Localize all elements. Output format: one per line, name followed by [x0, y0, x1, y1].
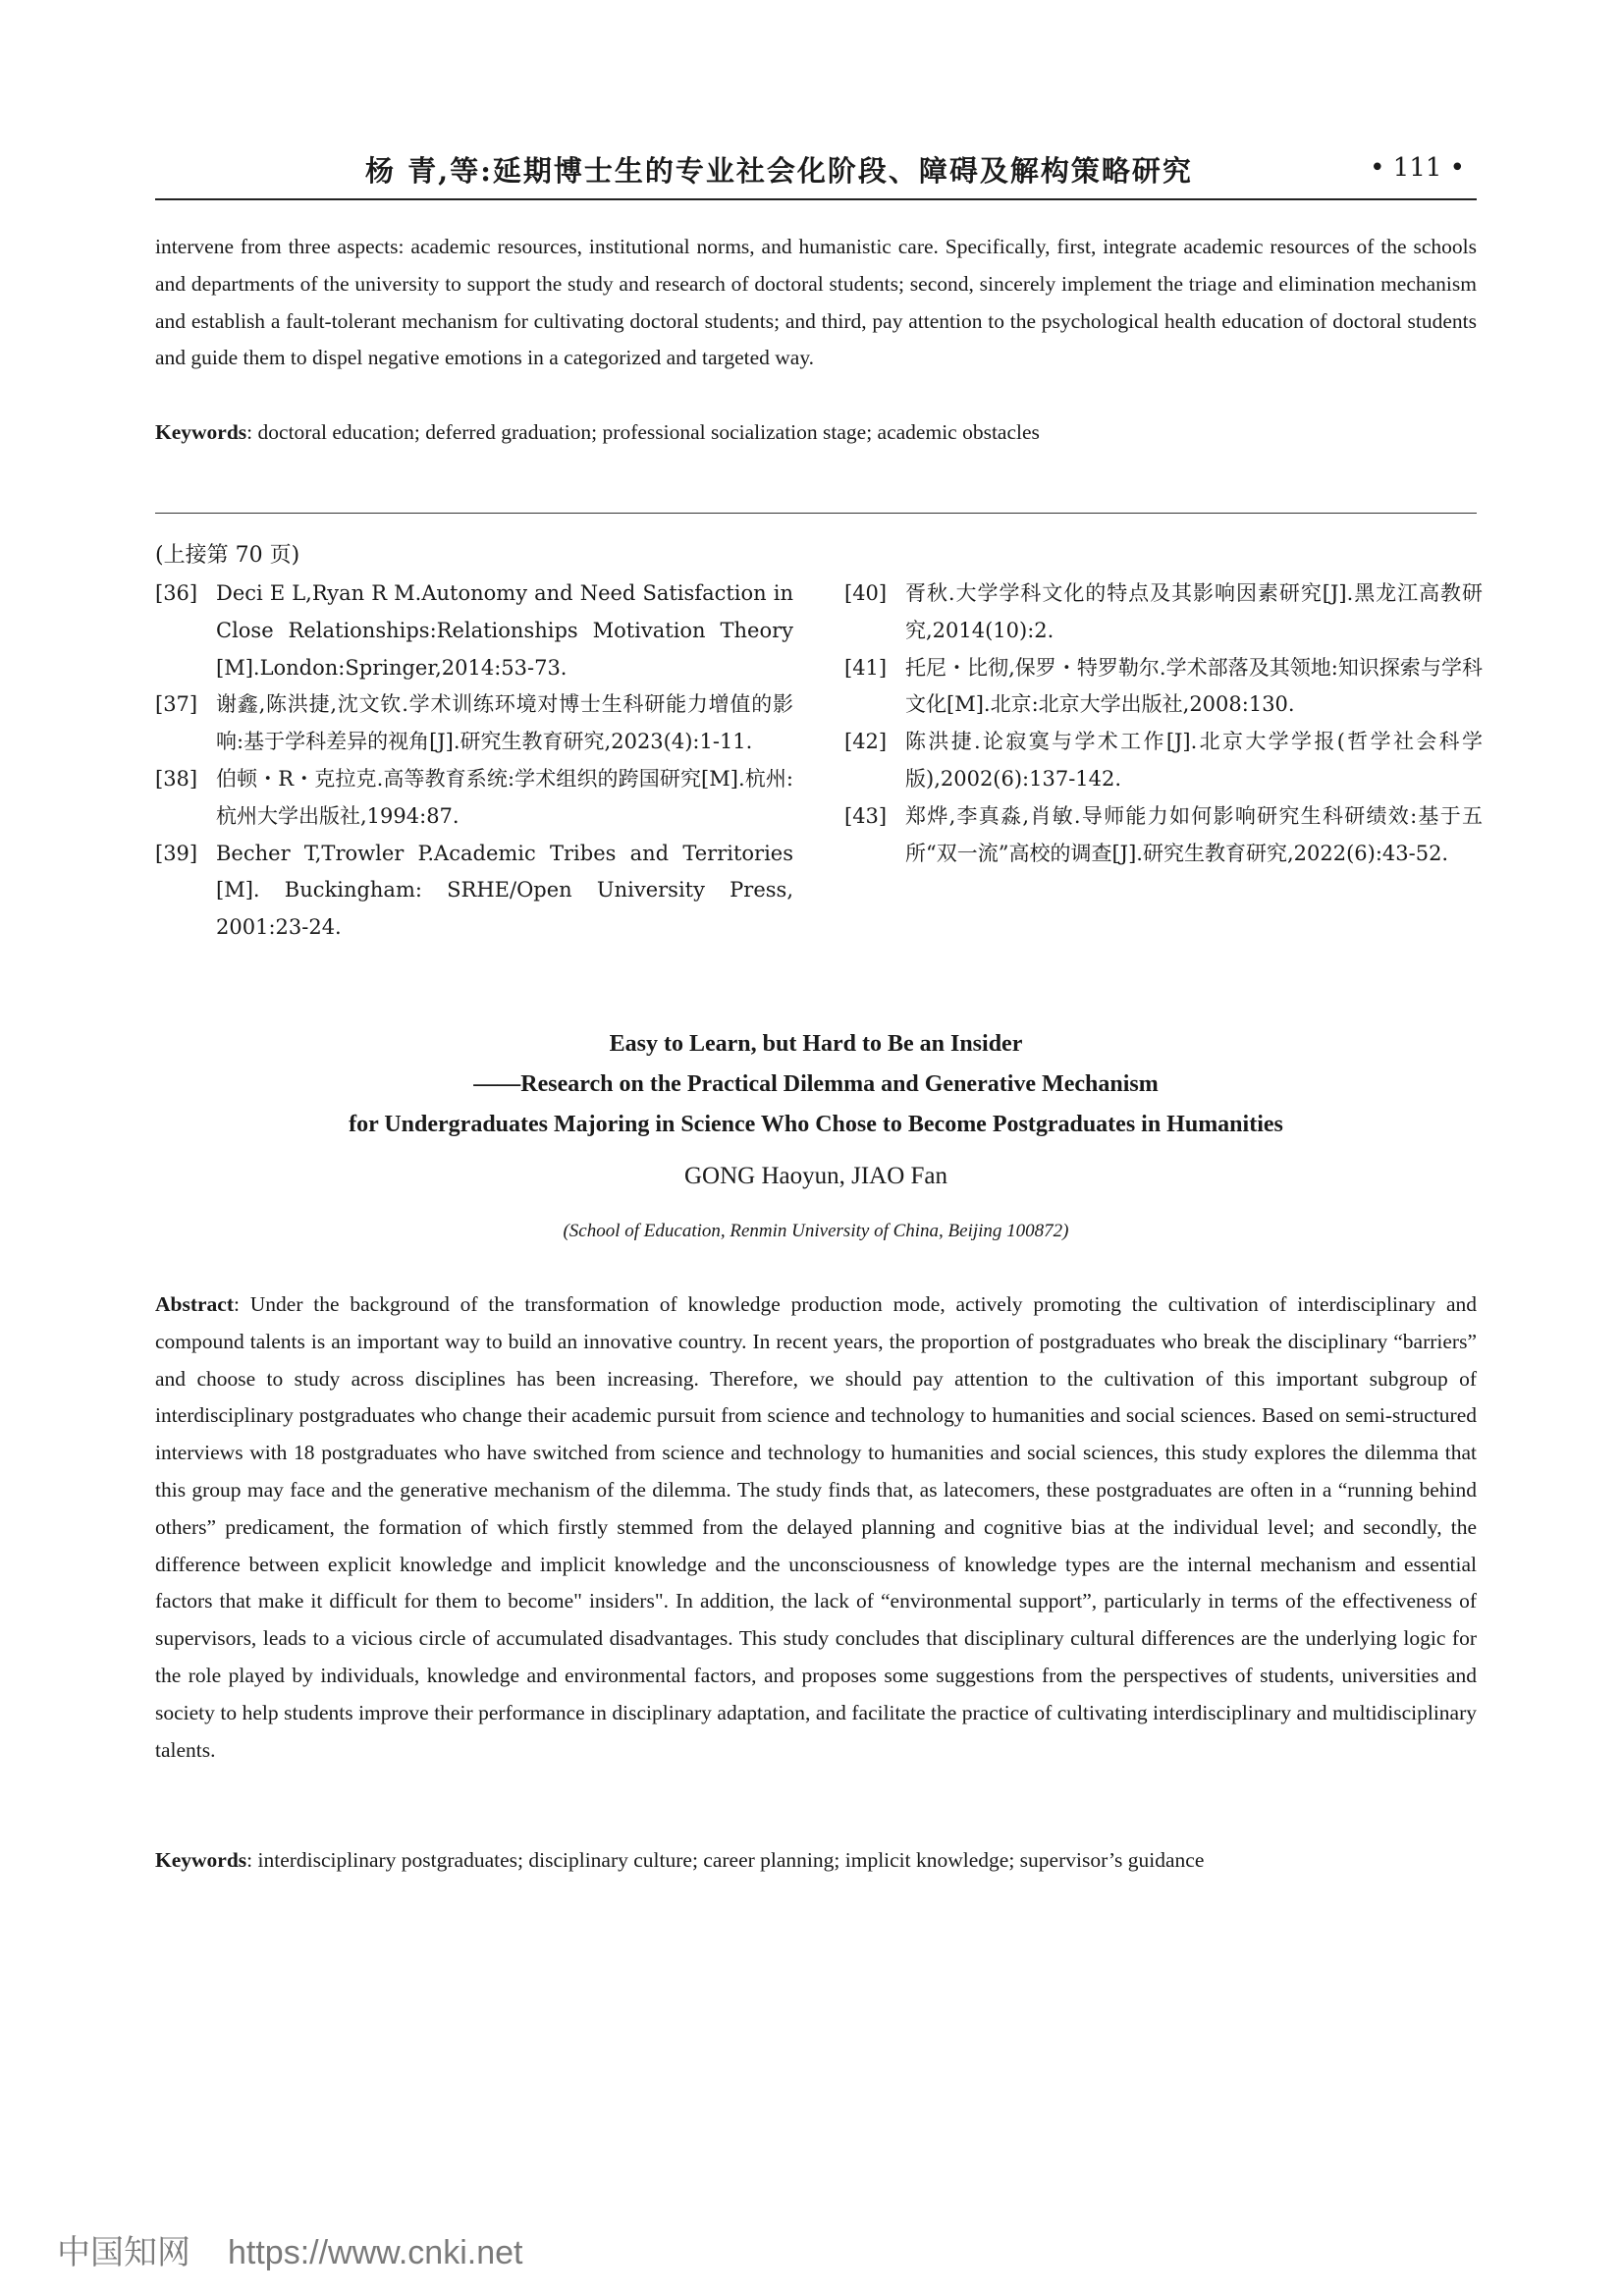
section-divider [155, 513, 1477, 514]
watermark-url: https://www.cnki.net [228, 2234, 523, 2271]
abstract-paragraph [155, 1286, 1477, 1769]
previous-abstract-text: intervene from three aspects: academic resources, institutional norms, and humanistic care. Specifically, first, integrate academic resources of the schools and departments of the university to support the study and research of doctoral students; second, sincerely implement the triage and elimination mechanism and establish a fault-tolerant mechanism for cultivating doctoral students; and third, pay attention to the psychological health education of doctoral students and guide them to dispel negative emotions in a categorized and targeted way. [155, 235, 1477, 370]
keywords-label: Keywords [155, 420, 247, 444]
reference-item [844, 798, 1483, 873]
reference-item [155, 575, 793, 686]
reference-text: 谢鑫,陈洪捷,沈文钦.学术训练环境对博士生科研能力增值的影响:基于学科差异的视角[J].研究生教育研究,2023(4):1-11. [216, 692, 793, 754]
running-header [155, 149, 1477, 200]
keywords-text: : doctoral education; deferred graduation; professional socialization stage; academic obstacles [246, 420, 1040, 444]
article-subtitle-line2: for Undergraduates Majoring in Science Who Chose to Become Postgraduates in Humanities [349, 1112, 1283, 1137]
running-header-title: 杨 青,等:延期博士生的专业社会化阶段、障碍及解构策略研究 [365, 154, 1193, 188]
article-keywords [155, 1842, 1477, 1880]
article-subtitle-line1: ——Research on the Practical Dilemma and Generative Mechanism [473, 1071, 1159, 1097]
reference-item [155, 836, 793, 947]
watermark-brand: 中国知网 [57, 2233, 190, 2272]
abstract-text: : Under the background of the transformation of knowledge production mode, actively promoting the cultivation of interdisciplinary and compound talents is an important way to build an innovative country. In recent years, the proportion of postgraduates who break the disciplinary “barriers” and choose to study across disciplines has been increasing. Therefore, we should pay attention to the cultivation of this important subgroup of interdisciplinary postgraduates who change their academic pursuit from science and technology to humanities and social sciences. Based on semi-structured interviews with 18 postgraduates who have switched from science and technology to humanities and social sciences, this study explores the dilemma that this group may face and the generative mechanism of the dilemma. The study finds that, as latecomers, these postgraduates are often in a “running behind others” predicament, the formation of which firstly stemmed from the delayed planning and cognitive bias at the individual level; and secondly, the difference between explicit knowledge and implicit knowledge and the unconsciousness of knowledge types are the internal mechanism and essential factors that make it difficult for them to become" insiders". In addition, the lack of “environmental support”, particularly in terms of the effectiveness of supervisors, leads to a vicious circle of accumulated disadvantages. This study concludes that disciplinary cultural differences are the underlying logic for the role played by individuals, knowledge and environmental factors, and proposes some suggestions from the perspectives of students, universities and society to help students improve their performance in disciplinary adaptation, and facilitate the practice of cultivating interdisciplinary and multidisciplinary talents. [155, 1292, 1477, 1762]
previous-keywords [155, 414, 1477, 452]
references-right-column [844, 575, 1483, 872]
cnki-watermark [57, 2225, 522, 2273]
reference-number: [37] [155, 692, 198, 717]
reference-text: 伯顿・R・克拉克.高等教育系统:学术组织的跨国研究[M].杭州:杭州大学出版社,1994:87. [216, 766, 793, 828]
references-left-column [155, 575, 793, 947]
reference-text: 陈洪捷.论寂寞与学术工作[J].北京大学学报(哲学社会科学版),2002(6):137-142. [905, 730, 1483, 791]
reference-text: 胥秋.大学学科文化的特点及其影响因素研究[J].黑龙江高教研究,2014(10):2. [905, 581, 1483, 642]
reference-item [155, 686, 793, 761]
reference-text: 郑烨,李真淼,肖敏.导师能力如何影响研究生科研绩效:基于五所“双一流”高校的调查[J].研究生教育研究,2022(6):43-52. [905, 803, 1483, 865]
article-authors: GONG Haoyun, JIAO Fan [683, 1163, 948, 1189]
reference-text: Becher T,Trowler P.Academic Tribes and Territories [M]. Buckingham: SRHE/Open University Press, 2001:23-24. [216, 841, 793, 940]
author-affiliation: (School of Education, Renmin University of China, Beijing 100872) [563, 1221, 1069, 1241]
page-number: • 111 • [1370, 153, 1465, 183]
reference-number: [36] [155, 581, 198, 605]
keywords-label: Keywords [155, 1848, 247, 1872]
continuation-note: (上接第 70 页) [155, 543, 300, 568]
reference-text: 托尼・比彻,保罗・特罗勒尔.学术部落及其领地:知识探索与学科文化[M].北京:北京大学出版社,2008:130. [905, 655, 1483, 717]
reference-number: [38] [155, 766, 198, 791]
reference-number: [42] [844, 730, 888, 754]
reference-item [844, 575, 1483, 650]
article-title: Easy to Learn, but Hard to Be an Insider [609, 1031, 1023, 1057]
reference-number: [43] [844, 803, 888, 828]
reference-number: [40] [844, 581, 888, 605]
reference-item [844, 650, 1483, 725]
reference-item [844, 724, 1483, 798]
reference-item [155, 761, 793, 836]
reference-text: Deci E L,Ryan R M.Autonomy and Need Satisfaction in Close Relationships:Relationships Motivation Theory [M].London:Springer,2014:53-73. [216, 581, 793, 680]
reference-number: [41] [844, 655, 888, 680]
reference-number: [39] [155, 841, 198, 865]
abstract-label: Abstract [155, 1292, 235, 1316]
keywords-text: : interdisciplinary postgraduates; disciplinary culture; career planning; implicit knowledge; supervisor’s guidance [246, 1848, 1205, 1872]
